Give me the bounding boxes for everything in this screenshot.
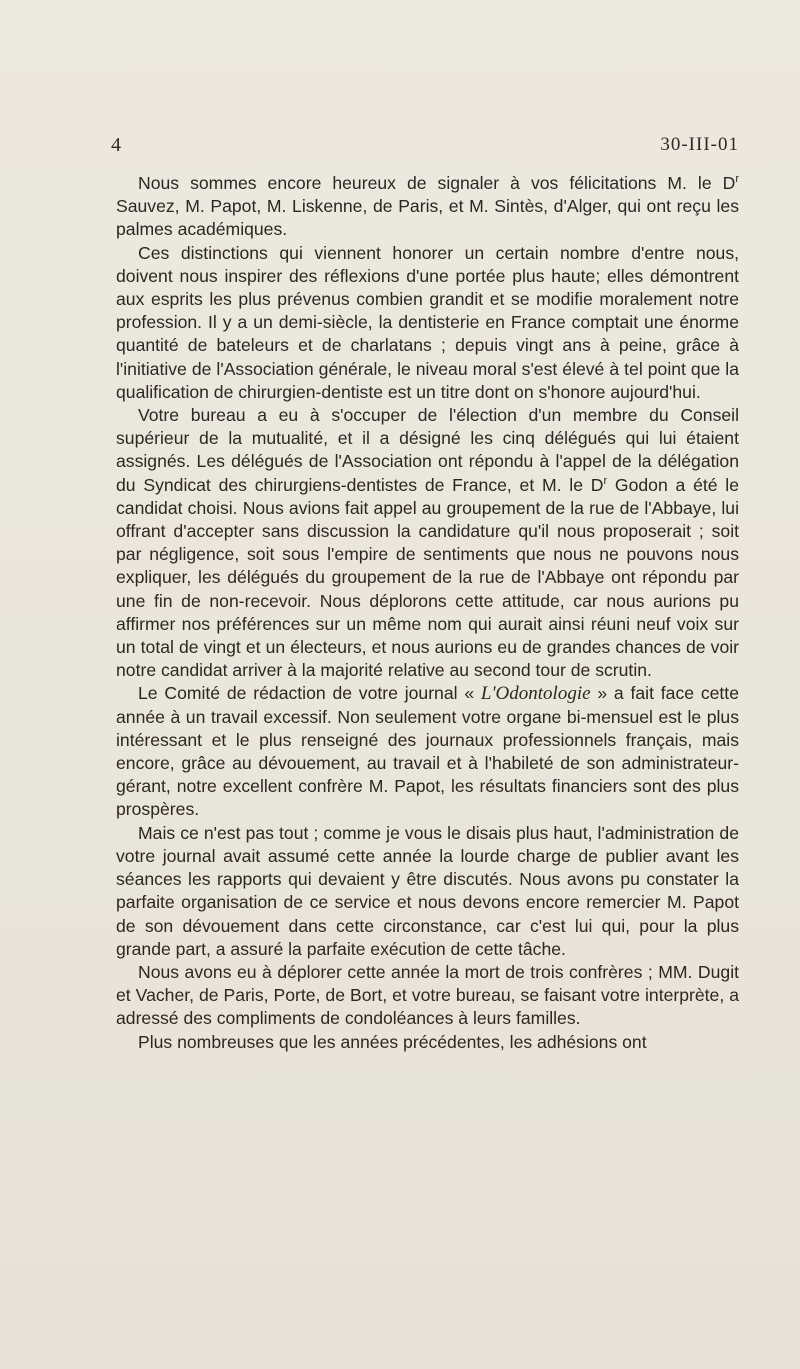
page-number: 4 [111,134,121,156]
paragraph-6: Nous avons eu à déplorer cette année la mort de trois confrères ; MM. Dugit et Vacher, de Paris, Porte, de Bort, et votre bureau, se faisant votre interprète, a adressé des compliments de condoléances à leurs familles. [116,961,739,1029]
paragraph-1: Nous sommes encore heureux de signaler à vos félicitations M. le $D^r$ Sauvez, M. Papot, M. Liskenne, de Paris, et M. Sintès, d'Alger, qui ont reçu les palmes académiques. [116,173,739,240]
journal-title: L'Odontologie [480,683,591,705]
paragraph-5: Mais ce n'est pas tout ; comme je vous le disais plus haut, l'administration de votre journal avait assumé cette année la lourde charge de publier avant les séances les rapports qui devaient y être discutés. Nous avons pu constater la parfaite organisation de ce service et nous devons encore remercier M. Papot de son dévouement dans cette circonstance, car c'est lui qui, pour la plus grande part, a assuré la parfaite exécution de cette tâche. [116,822,739,959]
page-header [111,134,739,160]
paragraph-4: Le Comité de rédaction de votre journal « L'Odontologie » a fait face cette année à un travail excessif. Non seulement votre organe bi-mensuel est le plus intéressant et le plus renseigné des journaux professionnels français, mais encore, grâce au dévouement, au travail et à l'habileté de son administrateur-gérant, notre excellent confrère M. Papot, les résultats financiers sont des plus prospères. [116,683,739,820]
issue-date: 30-III-01 [660,134,739,155]
paragraph-2: Ces distinctions qui viennent honorer un certain nombre d'entre nous, doivent nous inspirer des réflexions d'une portée plus haute; elles démontrent aux esprits les plus prévenus combien grandit et se modifie moralement notre profession. Il y a un demi-siècle, la dentisterie en France comptait une énorme quantité de bateleurs et de charlatans ; depuis vingt ans à peine, grâce à l'initiative de l'Association générale, le niveau moral s'est élevé à tel point que la qualification de chirurgien-dentiste est un titre dont on s'honore aujourd'hui. [116,242,739,402]
paragraph-7: Plus nombreuses que les années précédentes, les adhésions ont [138,1031,647,1052]
body-text [116,172,739,1054]
paragraph-3: Votre bureau a eu à s'occuper de l'élection d'un membre du Conseil supérieur de la mutualité, et il a désigné les cinq délégués qui lui étaient assignés. Les délégués de l'Association ont répondu à l'appel de la délégation du Syndicat des chirurgiens-dentistes de France, et M. le $D^r$ Godon a été le candidat choisi. Nous avions fait appel au groupement de la rue de l'Abbaye, lui offrant d'accepter sans discussion la candidature qu'il nous proposerait ; soit par négligence, soit sous l'empire de sentiments que nous ne pouvons nous expliquer, les délégués du groupement de la rue de l'Abbaye ont répondu par une fin de non-recevoir. Nous déplorons cette attitude, car nous aurions pu affirmer nos préférences sur un même nom qui aurait ainsi réuni neuf voix sur un total de vingt et un électeurs, et nous aurions eu de grandes chances de voir notre candidat arriver à la majorité relative au second tour de scrutin. [116,405,739,681]
